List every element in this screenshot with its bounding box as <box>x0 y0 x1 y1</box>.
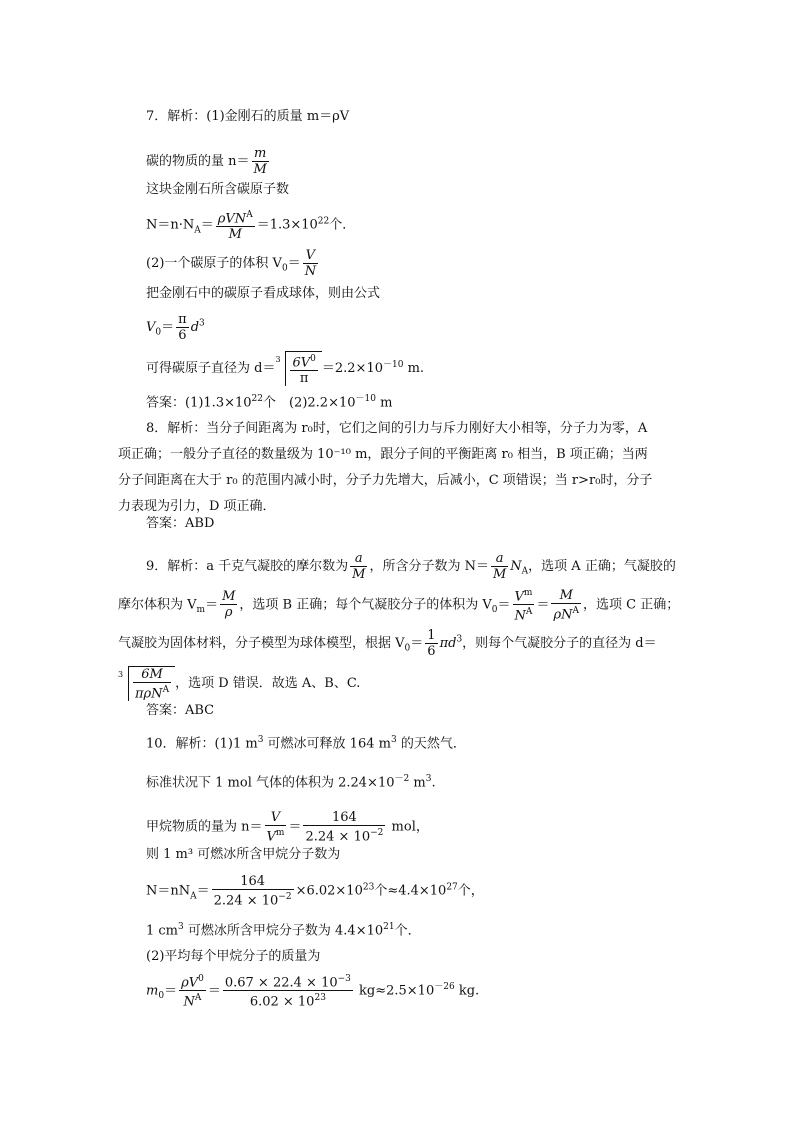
q10-line-2: 标准状况下 1 mol 气体的体积为 $2.24\times 10^{-2}$ $m^3$. <box>146 774 436 791</box>
q8-line-4: 力表现为引力，D 项正确． <box>118 499 276 514</box>
cube-root-radical: 3 $\frac{6M}{\pi\rho N^A}$ <box>118 666 175 701</box>
q10-line-8: $m_0=$ $\frac{\rho V^0}{N^A}$ ＝ $\frac{0.67 \times 22.4 \times 10^{-3}}{6.02 \times 10^{23}}$ $kg\approx 2.5\times 10^{-26}$ kg. <box>146 974 480 1010</box>
q7-line-sphere-formula: $V_0=$ $\frac{\pi}{6}$ $d^3$ <box>146 312 205 343</box>
q9-line-1: 9．解析：a 千克气凝胶的摩尔数为 $\frac{a}{M}$ ，所含分子数为 N＝ $\frac{a}{M}$ $N_A$，选项 A 正确；气凝胶的 <box>146 551 676 582</box>
q10-line-6: 1 $cm^3$ 可燃冰所含甲烷分子数为 $4.4\times 10^{21}$个． <box>146 922 421 939</box>
fraction-pi-over-6: $\frac{\pi}{6}$ <box>178 312 187 343</box>
q10-line-7: (2)平均每个甲烷分子的质量为 <box>146 949 321 964</box>
q9-line-3: 气凝胶为固体材料，分子模型为球体模型，根据 $V_0=$ $\frac{1}{6}$ $\pi d^3$，则每个气凝胶分子的直径为 d＝ <box>118 628 657 659</box>
q8-line-1: 8．解析：当分子间距离为 r₀时，它们之间的引力与斥力刚好大小相等，分子力为零，A <box>146 421 648 436</box>
q8-line-3: 分子间距离在大于 r₀ 的范围内减小时，分子力先增大，后减小，C 项错误；当 r>r₀时，分子 <box>118 473 653 488</box>
q7-line-diameter: 可得碳原子直径为 d＝ 3 $\frac{6V^0}{\pi}$ $=2.2\times 10^{-10}$ m. <box>146 351 424 386</box>
q7-answer: 答案：$(1)1.3\times 10^{22}$个 $(2)2.2\times 10^{-10}$ m <box>146 394 393 411</box>
q7-line-atom-count-label: 这块金刚石所含碳原子数 <box>146 182 290 197</box>
fraction-V-over-N: $\frac{V}{N}$ <box>304 248 317 279</box>
q8-answer: 答案：ABD <box>146 516 215 531</box>
cube-root-radical: 3 $\frac{6V^0}{\pi}$ <box>275 351 321 386</box>
q9-line-2: 摩尔体积为 $V_m=$ $\frac{M}{\rho}$ ，选项 B 正确；每个气凝胶分子的体积为 $V_0=$ $\frac{V^m}{N^A}$ ＝ $\frac{M}{\rho N^A}$ ，选项 C 正确； <box>118 587 680 624</box>
q10-line-1: 10．解析：(1)1 $m^3$ 可燃冰可释放 164 $m^3$ 的天然气． <box>146 735 466 752</box>
q7-heading: 7．解析：(1)金刚石的质量 m＝ρV <box>146 109 350 124</box>
q9-answer: 答案：ABC <box>146 703 215 718</box>
q7-line-atom-volume: (2)一个碳原子的体积 $V_0=$ $\frac{V}{N}$ <box>146 248 317 279</box>
q8-line-2: 项正确；一般分子直径的数量级为 10⁻¹⁰ m，跟分子间的平衡距离 r₀ 相当，B 项正确；当两 <box>118 447 648 462</box>
q7-line-sphere-model: 把金刚石中的碳原子看成球体，则由公式 <box>146 286 381 301</box>
fraction-rhoVNA-over-M: $\frac{\rho VN^A}{M}$ <box>217 210 253 243</box>
q7-line-atom-count-formula: $N=n\cdot N_A=$ $\frac{\rho VN^A}{M}$ $=1.3\times 10^{22}$个． <box>146 210 356 243</box>
q10-line-5: $N=nN_A=$ $\frac{164}{2.24 \times 10^{-2}}$ $\times 6.02\times 10^{23}$个$\approx 4.4\times 10^{27}$个， <box>146 874 484 909</box>
q10-line-4: 则 1 m³ 可燃冰所含甲烷分子数为 <box>146 847 341 862</box>
q7-line-moles <box>146 146 271 177</box>
q7-moles-text: 碳的物质的量 n＝ <box>146 154 250 169</box>
fraction-m-over-M: $\frac{m}{M}$ <box>253 146 267 177</box>
q10-line-3: 甲烷物质的量为 n＝ $\frac{V}{V^m}$ ＝ $\frac{164}{2.24 \times 10^{-2}}$ mol， <box>146 810 429 845</box>
q9-line-4: 3 $\frac{6M}{\pi\rho N^A}$ ，选项 D 错误．故选 A、B、C. <box>118 667 361 702</box>
